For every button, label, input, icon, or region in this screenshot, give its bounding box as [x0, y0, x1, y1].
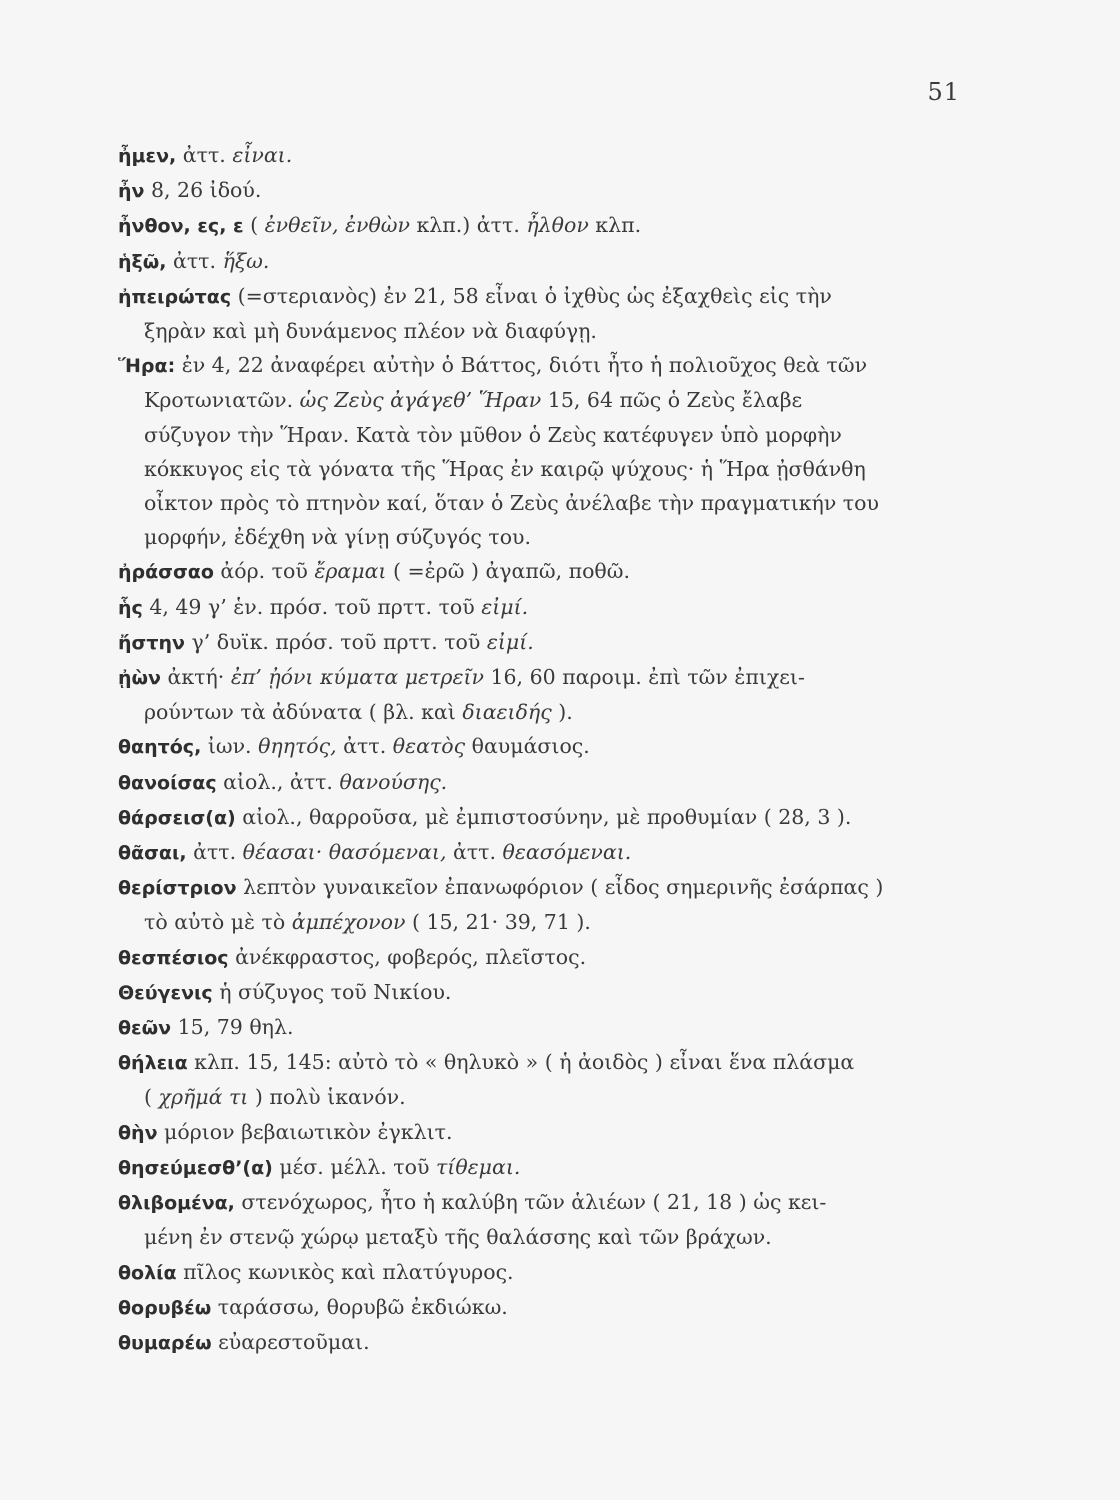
entry-continuation-line	[118, 905, 966, 939]
entry-text: ) πολὺ ἱκανόν.	[248, 1085, 406, 1110]
entry-headword: θορυβέω	[118, 1296, 212, 1319]
entry-headword: ἦν	[118, 180, 145, 203]
entry-headword: ἧς	[118, 596, 143, 619]
glossary-entry	[118, 554, 966, 589]
italic-term: εἰμί.	[481, 594, 529, 619]
glossary-entry	[118, 1150, 966, 1185]
entry-text: ἡ σύζυγος τοῦ Νικίου.	[212, 979, 452, 1004]
entry-line	[118, 173, 966, 208]
entry-headword: θερίστριον	[118, 877, 237, 900]
entry-headword: θεσπέσιος	[118, 946, 229, 969]
italic-term: διαειδής	[462, 700, 552, 725]
entry-headword: ᾐὼν	[118, 667, 161, 690]
glossary-entry	[118, 1325, 966, 1360]
italic-term: ἥξω.	[222, 248, 270, 273]
entry-headword: θησεύμεσθ’(α)	[118, 1156, 273, 1179]
entry-headword: θανοίσας	[118, 771, 217, 794]
entry-headword: Ἥρα:	[118, 355, 176, 378]
italic-term: ἐνθεῖν, ἐνθὼν	[264, 213, 410, 238]
entry-text: ).	[551, 700, 573, 725]
entry-line	[118, 940, 966, 975]
entry-text: ( =ἐρῶ ) ἀγαπῶ, ποθῶ.	[386, 559, 631, 584]
glossary-entry	[118, 1010, 966, 1045]
glossary-entry	[118, 1115, 966, 1150]
entry-line	[118, 729, 966, 764]
entry-continuation-line	[118, 314, 966, 348]
entry-headword: θᾶσαι,	[118, 842, 187, 865]
entry-text: τὸ αὐτὸ μὲ τὸ	[144, 910, 292, 935]
glossary-entry	[118, 590, 966, 625]
entry-line	[118, 1290, 966, 1325]
italic-term: θέασαι· θασόμεναι,	[242, 840, 447, 865]
entry-text: κλπ. 15, 145: αὐτὸ τὸ « θηλυκὸ » ( ἡ ἀοιδὸς ) εἶναι ἕνα πλάσμα	[187, 1050, 855, 1075]
entry-continuation-line	[118, 520, 966, 554]
entry-text: εὐαρεστοῦμαι.	[211, 1329, 370, 1354]
entry-continuation-line	[118, 1080, 966, 1114]
italic-term: θεασόμεναι.	[502, 840, 632, 865]
entry-line	[118, 1255, 966, 1290]
glossary-entry	[118, 173, 966, 208]
entry-text: Κροτωνιατῶν.	[144, 388, 300, 413]
entry-line	[118, 554, 966, 589]
entry-text: ξηρὰν καὶ μὴ δυνάμενος πλέον νὰ διαφύγῃ.	[144, 319, 597, 344]
glossary-entry	[118, 800, 966, 835]
entry-text: 15, 64 πῶς ὁ Ζεὺς ἔλαβε	[541, 388, 803, 413]
entry-text: ἰων.	[201, 734, 259, 759]
entry-text: ἀττ.	[176, 143, 233, 167]
entry-line	[118, 870, 966, 905]
entry-headword: θλιβομένα,	[118, 1192, 235, 1215]
entry-text: ἀττ.	[336, 734, 393, 759]
entry-text: οἶκτον πρὸς τὸ πτηνὸν καί, ὅταν ὁ Ζεὺς ἀνέλαβε τὴν πραγματικήν του	[144, 491, 879, 516]
entry-line	[118, 1010, 966, 1045]
glossary-entry	[118, 1045, 966, 1114]
italic-term: ὡς Ζεὺς ἀγάγεθ’ Ἥραν	[299, 388, 542, 413]
entry-line	[118, 975, 966, 1010]
entry-text: αἰολ., θαρροῦσα, μὲ ἐμπιστοσύνην, μὲ προθυμίαν ( 28, 3 ).	[235, 804, 852, 829]
glossary-entry	[118, 279, 966, 348]
entry-continuation-line	[118, 486, 966, 520]
entry-text: σύζυγον τὴν Ἥραν. Κατὰ τὸν μῦθον ὁ Ζεὺς κατέφυγεν ὑπὸ μορφὴν	[144, 422, 842, 447]
entry-headword: θαητός,	[118, 736, 202, 759]
entry-text: ἐν 4, 22 ἀναφέρει αὐτὴν ὁ Βάττος, διότι ἦτο ἡ πολιοῦχος θεὰ τῶν	[175, 353, 868, 378]
entry-headword: θολία	[118, 1261, 177, 1284]
glossary-entries	[118, 138, 966, 1360]
glossary-entry	[118, 729, 966, 764]
entry-line	[118, 1185, 966, 1220]
entry-headword: θήλεια	[118, 1052, 188, 1075]
glossary-entry	[118, 835, 966, 870]
entry-text: στενόχωρος, ἦτο ἡ καλύβη τῶν ἁλιέων ( 21, 18 ) ὡς κει-	[234, 1190, 827, 1215]
entry-text: ἀττ.	[166, 248, 223, 273]
page-number: 51	[927, 78, 960, 106]
entry-headword: ἠπειρώτας	[118, 285, 232, 308]
glossary-entry	[118, 1255, 966, 1290]
entry-line	[118, 348, 966, 383]
entry-headword: θάρσεισ(α)	[118, 806, 236, 829]
entry-continuation-line	[118, 695, 966, 729]
italic-term: τίθεμαι.	[435, 1154, 521, 1179]
entry-text: λεπτὸν γυναικεῖον ἐπανωφόριον ( εἶδος σημερινῆς ἐσάρπας )	[236, 875, 884, 900]
entry-line	[118, 138, 966, 173]
italic-term: θανούσης.	[339, 769, 448, 794]
italic-term: ἔραμαι	[314, 559, 387, 584]
glossary-entry	[118, 660, 966, 729]
glossary-entry	[118, 975, 966, 1010]
glossary-entry	[118, 940, 966, 975]
italic-term: ἦλθον	[526, 213, 589, 238]
entry-line	[118, 660, 966, 695]
entry-text: (=στεριανὸς) ἐν 21, 58 εἶναι ὁ ἰχθὺς ὡς ἐξαχθεὶς εἰς τὴν	[231, 283, 832, 308]
entry-text: κλπ.) ἀττ.	[409, 213, 527, 238]
glossary-entry	[118, 1185, 966, 1254]
entry-text: ρούντων τὰ ἀδύνατα ( βλ. καὶ	[144, 700, 463, 725]
entry-line	[118, 1325, 966, 1360]
entry-line	[118, 1045, 966, 1080]
entry-text: 8, 26 ἰδού.	[144, 178, 262, 203]
entry-headword: Θεύγενις	[118, 981, 213, 1004]
entry-line	[118, 590, 966, 625]
entry-continuation-line	[118, 452, 966, 486]
entry-text: μέσ. μέλλ. τοῦ	[272, 1154, 436, 1179]
entry-line	[118, 765, 966, 800]
entry-headword: θυμαρέω	[118, 1331, 212, 1354]
glossary-entry	[118, 244, 966, 279]
glossary-entry	[118, 348, 966, 554]
entry-headword: ἡξῶ,	[118, 250, 167, 273]
entry-text: πῖλος κωνικὸς καὶ πλατύγυρος.	[176, 1259, 514, 1284]
entry-text: 4, 49 γ’ ἑν. πρόσ. τοῦ πρττ. τοῦ	[142, 594, 482, 619]
entry-text: μόριον βεβαιωτικὸν ἐγκλιτ.	[157, 1119, 453, 1144]
entry-text: κλπ.	[588, 213, 642, 238]
entry-line	[118, 244, 966, 279]
glossary-entry	[118, 138, 966, 173]
entry-text: 16, 60 παροιμ. ἐπὶ τῶν ἐπιχει-	[483, 665, 805, 690]
italic-term: χρῆμά τι	[158, 1085, 249, 1110]
italic-term: εἰμί.	[486, 629, 534, 654]
entry-text: θαυμάσιος.	[465, 734, 590, 759]
entry-line	[118, 1150, 966, 1185]
entry-text: 15, 79 θηλ.	[171, 1015, 294, 1040]
entry-line	[118, 625, 966, 660]
entry-continuation-line	[118, 418, 966, 452]
italic-term: ἐπ’ ᾐόνι κύματα μετρεῖν	[230, 665, 484, 690]
entry-line	[118, 208, 966, 243]
entry-text: μένη ἐν στενῷ χώρῳ μεταξὺ τῆς θαλάσσης καὶ τῶν βράχων.	[144, 1225, 772, 1250]
glossary-entry	[118, 625, 966, 660]
glossary-entry	[118, 765, 966, 800]
entry-text: γ’ δυϊκ. πρόσ. τοῦ πρττ. τοῦ	[184, 629, 487, 654]
entry-text: (	[144, 1085, 159, 1110]
entry-text: ἀττ.	[186, 840, 243, 865]
entry-line	[118, 1115, 966, 1150]
italic-term: θεατὸς	[392, 734, 466, 759]
italic-term: εἶναι.	[232, 143, 293, 167]
entry-text: ταράσσω, θορυβῶ ἐκδιώκω.	[211, 1294, 508, 1319]
entry-text: ἀττ.	[446, 840, 503, 865]
glossary-entry	[118, 870, 966, 939]
entry-text: μορφήν, ἐδέχθη νὰ γίνῃ σύζυγός του.	[144, 525, 532, 550]
entry-headword: ἦνθον, ες, ε	[118, 215, 244, 238]
italic-term: θηητός,	[258, 734, 337, 759]
italic-term: ἀμπέχονον	[291, 910, 406, 935]
entry-text: ἀνέκφραστος, φοβερός, πλεῖστος.	[228, 944, 587, 969]
entry-line	[118, 279, 966, 314]
entry-text: αἰολ., ἀττ.	[216, 769, 340, 794]
entry-line	[118, 800, 966, 835]
entry-text: ἀκτή·	[160, 665, 231, 690]
entry-text: ( 15, 21· 39, 71 ).	[405, 910, 591, 935]
entry-headword: ἦμεν,	[118, 145, 177, 167]
glossary-entry	[118, 208, 966, 243]
entry-text: (	[243, 213, 265, 238]
entry-text: ἀόρ. τοῦ	[213, 559, 315, 584]
entry-headword: ἤστην	[118, 631, 185, 654]
entry-headword: ἠράσσαο	[118, 561, 214, 584]
glossary-entry	[118, 1290, 966, 1325]
entry-text: κόκκυγος εἰς τὰ γόνατα τῆς Ἥρας ἐν καιρῷ ψύχους· ἡ Ἥρα ᾐσθάνθη	[144, 456, 866, 481]
entry-line	[118, 835, 966, 870]
entry-continuation-line	[118, 383, 966, 417]
entry-headword: θὴν	[118, 1121, 158, 1144]
entry-continuation-line	[118, 1220, 966, 1254]
entry-headword: θεῶν	[118, 1017, 172, 1040]
